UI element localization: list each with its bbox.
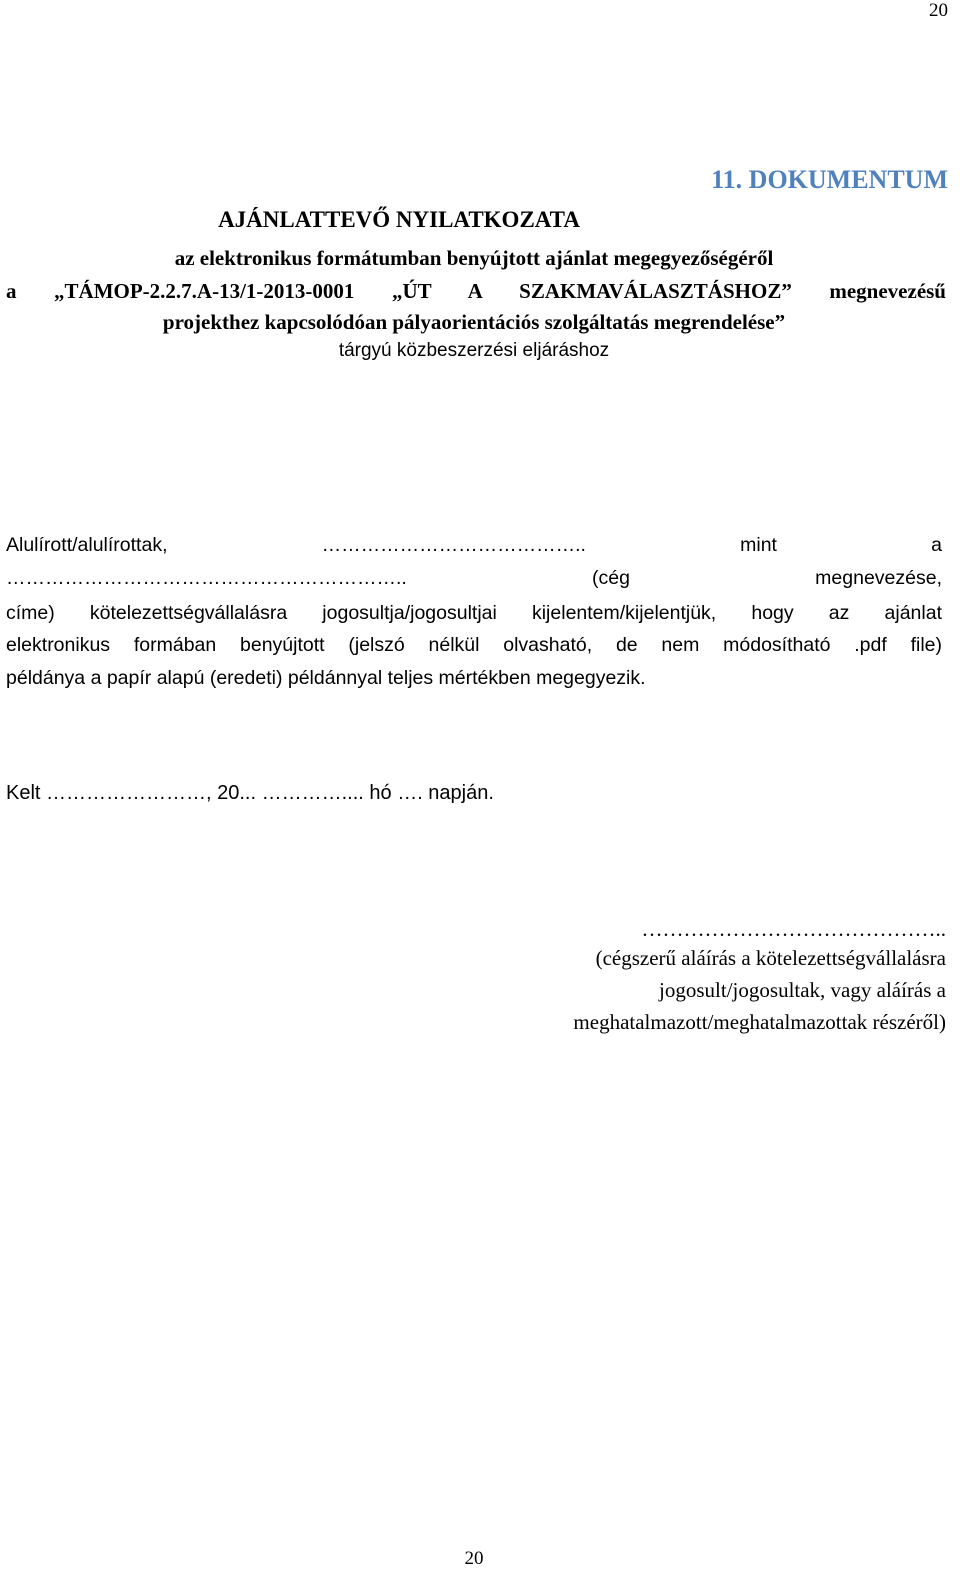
declaration-row-3-text: címe) kötelezettségvállalásra jogosultja/jogosultjai kijelentem/kijelentjük, hogy az ajánlat: [6, 602, 942, 624]
document-title: [0, 206, 948, 234]
document-label: 11. DOKUMENTUM: [711, 165, 948, 194]
date-line[interactable]: Kelt ……………………, 20... ………….... hó …. napján.: [6, 782, 494, 804]
declarant-name-field[interactable]: …………………………………..: [321, 534, 586, 556]
declaration-row-2-line: [6, 563, 942, 594]
page-number-bottom: 20: [464, 1548, 484, 1569]
subtitle-line-1: az elektronikus formátumban benyújtott ajánlat megegyezőségéről: [174, 246, 774, 270]
company-name-field[interactable]: ……………………………………………………..: [6, 567, 407, 589]
mint-word: mint: [740, 534, 777, 556]
subtitle-line-4: tárgyú közbeszerzési eljáráshoz: [338, 340, 610, 361]
declaration-row-1-line: [6, 530, 942, 561]
declarant-label: Alulírott/alulírottak,: [6, 534, 168, 556]
signature-field[interactable]: ……………………………………..: [641, 917, 946, 941]
page-number-top: 20: [929, 0, 948, 21]
subtitle-line-3: projekthez kapcsolódóan pályaorientációs szolgáltatás megrendelése”: [162, 310, 786, 334]
signature-caption-line-3: meghatalmazott/meghatalmazottak részéről): [573, 1010, 946, 1034]
declaration-row-2: [6, 563, 942, 594]
a-word: a: [931, 534, 942, 556]
declaration-row-1: [6, 530, 942, 561]
declaration-row-5: [6, 663, 942, 694]
subtitle-line-2: a „TÁMOP-2.2.7.A-13/1-2013-0001 „ÚT A SZAKMAVÁLASZTÁSHOZ” megnevezésű: [6, 279, 946, 303]
declaration-row-5-text: példánya a papír alapú (eredeti) példánnyal teljes mértékben megegyezik.: [6, 667, 646, 689]
declaration-row-3: [6, 598, 942, 629]
company-name-hint: (cég megnevezése,: [592, 567, 942, 589]
signature-caption-line-1: (cégszerű aláírás a kötelezettségvállalásra: [595, 946, 946, 970]
declaration-row-4: [6, 630, 942, 661]
document-title-text: AJÁNLATTEVŐ NYILATKOZATA: [218, 207, 580, 232]
signature-caption-line-2: jogosult/jogosultak, vagy aláírás a: [659, 978, 946, 1002]
declaration-row-4-text: elektronikus formában benyújtott (jelszó nélkül olvasható, de nem módosítható .pdf file): [6, 634, 942, 656]
